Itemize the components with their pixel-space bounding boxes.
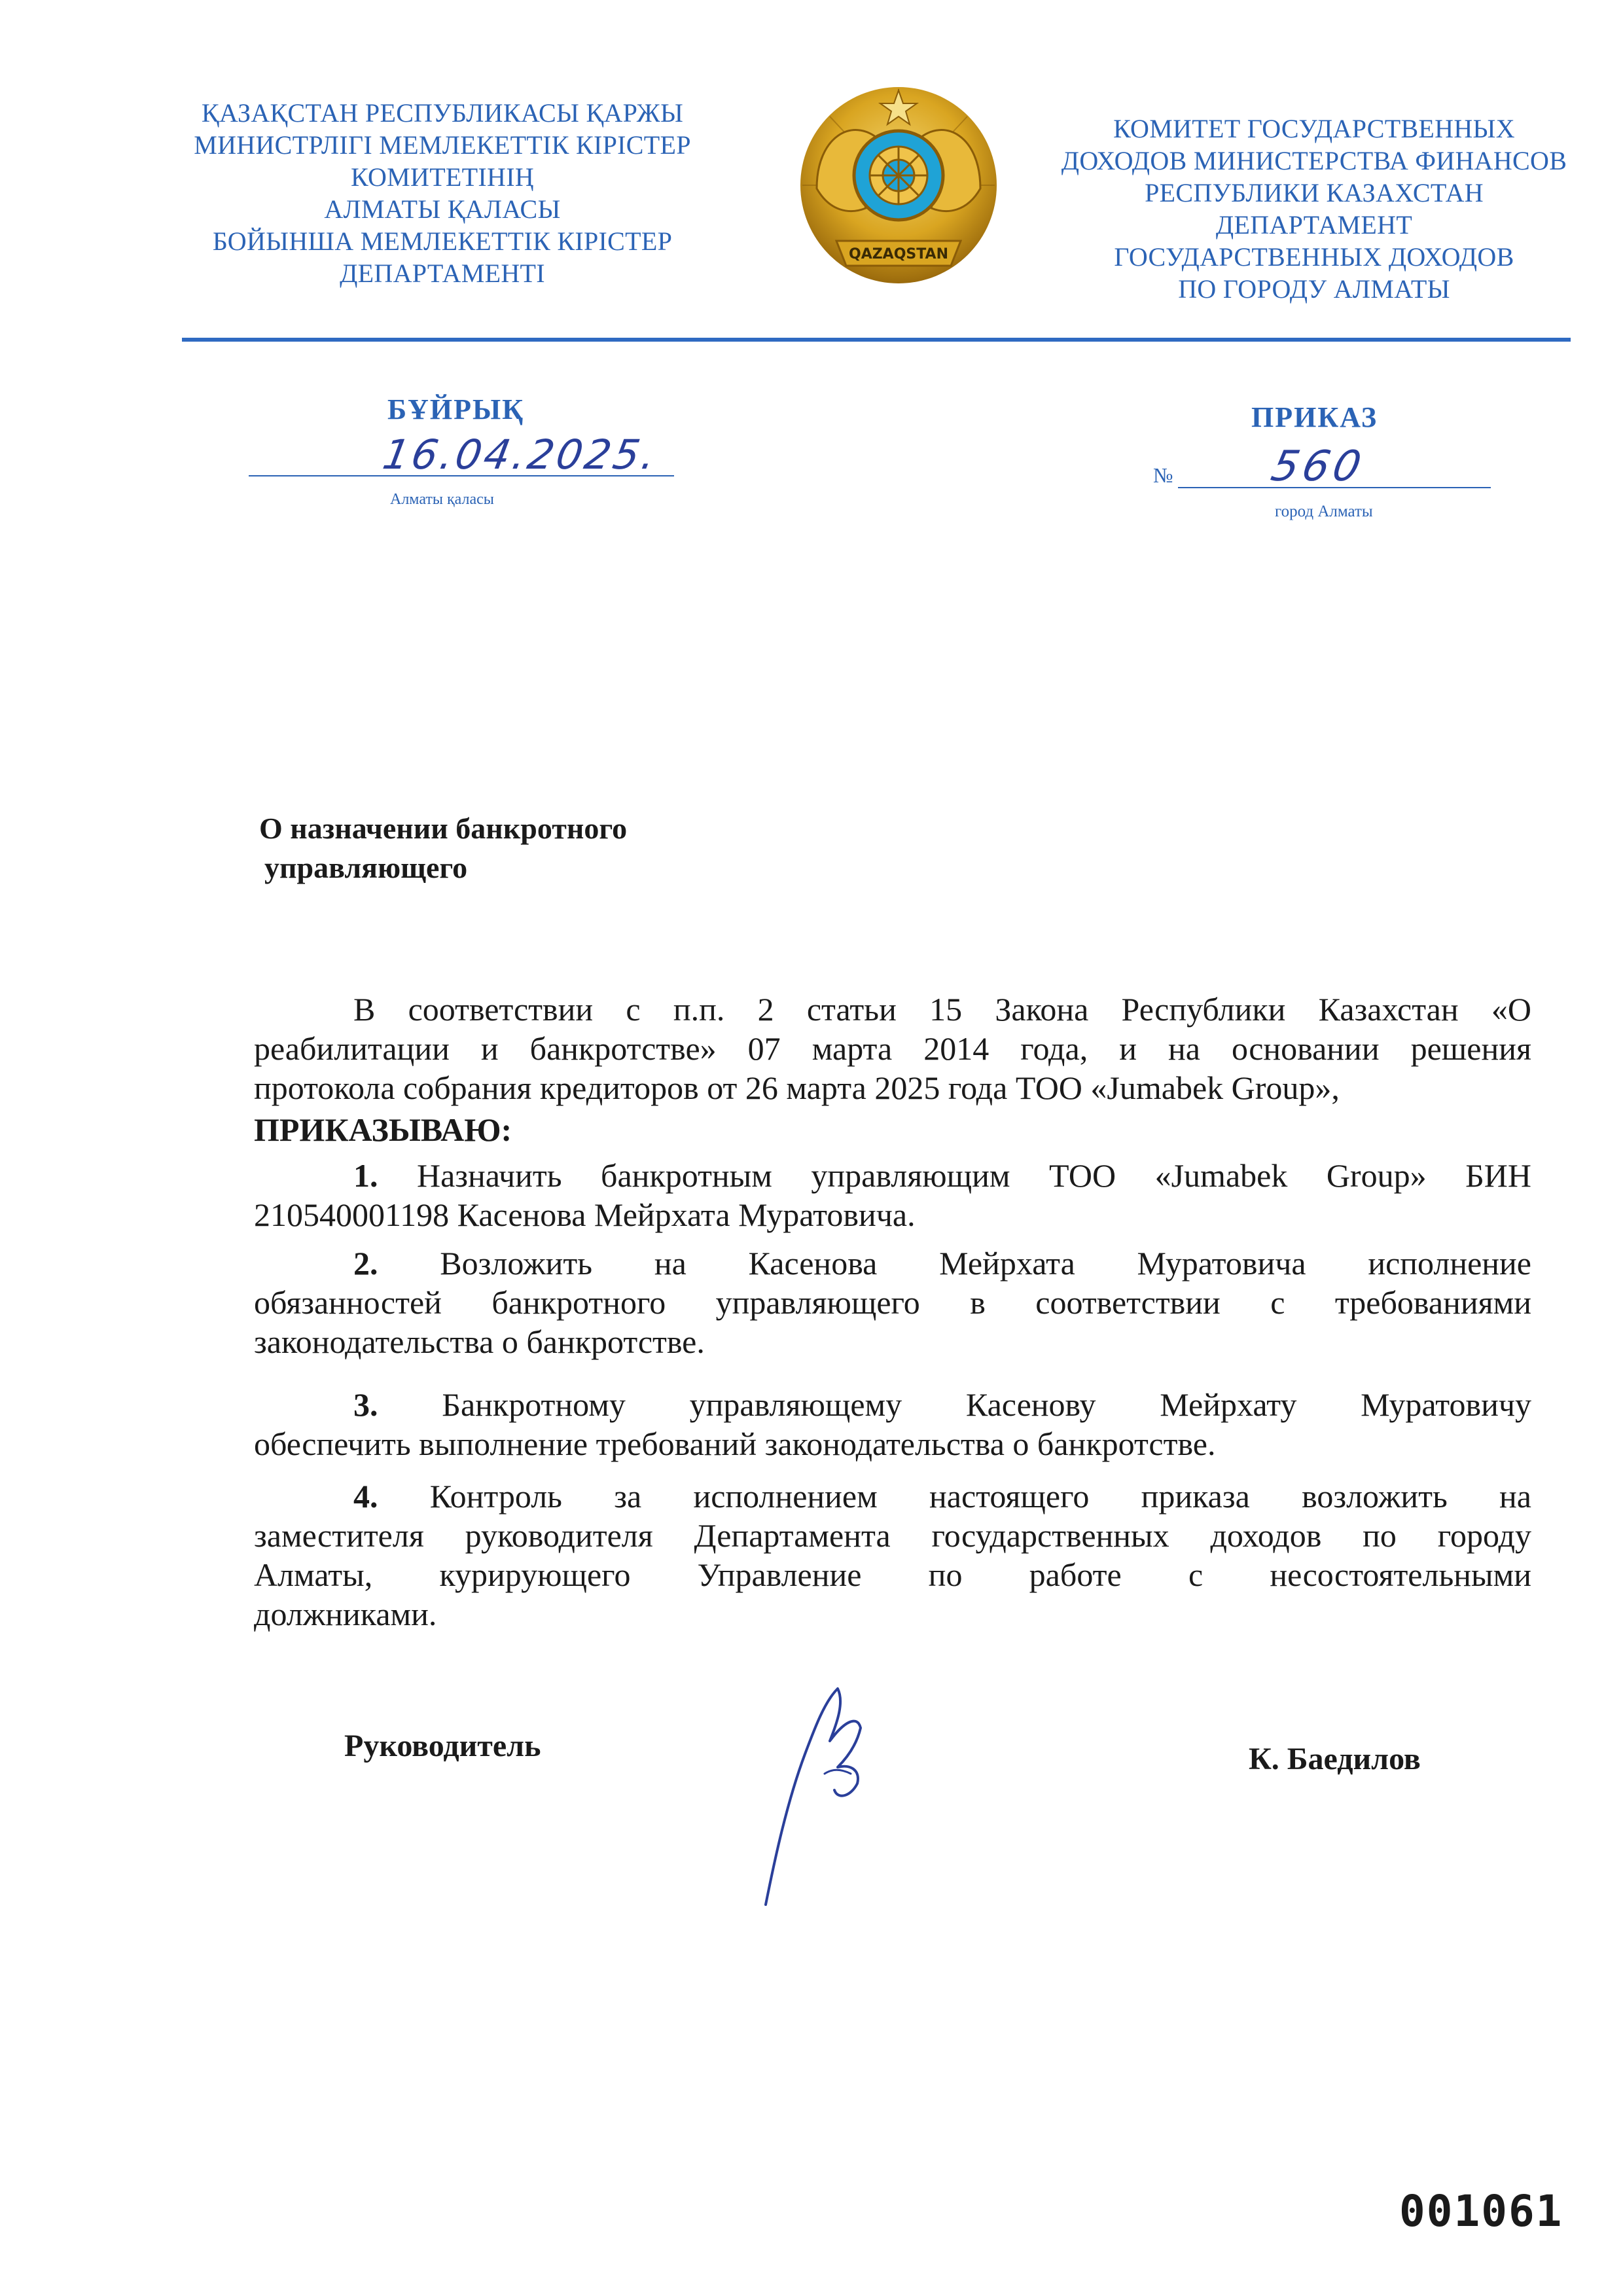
paragraph-line xyxy=(254,1156,1531,1195)
org-kz-line: АЛМАТЫ ҚАЛАСЫ xyxy=(324,194,561,224)
subject-line: управляющего xyxy=(264,851,468,884)
paragraph-line: Алматы, курирующего Управление по работе с несостоятельными xyxy=(254,1556,1531,1593)
handwritten-signature xyxy=(746,1676,903,1911)
org-kz-line: БОЙЫНША МЕМЛЕКЕТТІК КІРІСТЕР xyxy=(212,226,673,256)
intro-paragraph xyxy=(254,990,1531,1107)
org-name-kz xyxy=(154,97,730,289)
subject-line: О назначении банкротного xyxy=(259,812,628,845)
item-number: 2. xyxy=(353,1245,378,1282)
org-kz-line: ДЕПАРТАМЕНТІ xyxy=(340,259,545,288)
paragraph-line xyxy=(254,1477,1531,1516)
item-text: Возложить на Касенова Мейрхата Муратовича исполнение xyxy=(440,1245,1531,1282)
org-ru-line: ДЕПАРТАМЕНТ xyxy=(1215,210,1413,240)
paragraph-line: В соответствии с п.п. 2 статьи 15 Закона Республики Казахстан «О xyxy=(353,991,1531,1028)
doc-kind-kz: БҰЙРЫҚ xyxy=(387,393,525,425)
date-underline xyxy=(249,475,674,476)
number-sign: № xyxy=(1153,463,1173,487)
paragraph-line: протокола собрания кредиторов от 26 марта 2025 года ТОО «Jumabek Group», xyxy=(254,1069,1340,1106)
order-item xyxy=(254,1156,1531,1234)
paragraph-line: должниками. xyxy=(254,1596,437,1632)
header-divider xyxy=(182,338,1571,342)
handwritten-number: 560 xyxy=(1267,442,1370,491)
signatory-role: Руководитель xyxy=(344,1729,541,1763)
city-ru: город Алматы xyxy=(1275,503,1373,520)
order-item xyxy=(254,1244,1531,1361)
order-item xyxy=(254,1477,1531,1634)
paragraph-line: заместителя руководителя Департамента государственных доходов по городу xyxy=(254,1517,1531,1554)
org-ru-line: КОМИТЕТ ГОСУДАРСТВЕННЫХ xyxy=(1113,114,1515,143)
serial-number: 001061 xyxy=(1399,2186,1563,2236)
item-number: 1. xyxy=(353,1157,378,1194)
paragraph-line: обязанностей банкротного управляющего в соответствии с требованиями xyxy=(254,1284,1531,1321)
number-underline xyxy=(1178,487,1491,488)
item-number: 4. xyxy=(353,1478,378,1515)
order-item xyxy=(254,1385,1531,1463)
org-name-ru xyxy=(1026,113,1602,305)
emblem-text: QAZAQSTAN xyxy=(849,246,948,262)
paragraph-line: реабилитации и банкротстве» 07 марта 2014 года, и на основании решения xyxy=(254,1030,1531,1067)
paragraph-line: обеспечить выполнение требований законодательства о банкротстве. xyxy=(254,1426,1216,1462)
org-kz-line: МИНИСТРЛІГІ МЕМЛЕКЕТТІК КІРІСТЕР xyxy=(194,130,691,160)
city-kz: Алматы қаласы xyxy=(390,491,494,508)
item-text: Контроль за исполнением настоящего приказа возложить на xyxy=(429,1478,1531,1515)
signatory-name: К. Баедилов xyxy=(1249,1742,1421,1776)
org-ru-line: ГОСУДАРСТВЕННЫХ ДОХОДОВ xyxy=(1114,242,1514,272)
org-ru-line: ПО ГОРОДУ АЛМАТЫ xyxy=(1178,274,1450,304)
org-kz-line: КОМИТЕТІНІҢ xyxy=(350,162,535,192)
item-number: 3. xyxy=(353,1386,378,1423)
doc-kind-ru: ПРИКАЗ xyxy=(1251,401,1378,433)
order-word: ПРИКАЗЫВАЮ: xyxy=(254,1111,512,1148)
paragraph-line xyxy=(254,1385,1531,1424)
state-emblem-icon xyxy=(791,77,1007,293)
paragraph-line: 210540001198 Касенова Мейрхата Муратовича. xyxy=(254,1196,916,1233)
item-text: Банкротному управляющему Касенову Мейрхату Муратовичу xyxy=(442,1386,1531,1423)
order-subject xyxy=(259,809,627,888)
paragraph-line xyxy=(254,1244,1531,1283)
org-ru-line: ДОХОДОВ МИНИСТЕРСТВА ФИНАНСОВ xyxy=(1061,146,1567,175)
paragraph-line: законодательства о банкротстве. xyxy=(254,1323,705,1360)
org-kz-line: ҚАЗАҚСТАН РЕСПУБЛИКАСЫ ҚАРЖЫ xyxy=(201,98,684,128)
org-ru-line: РЕСПУБЛИКИ КАЗАХСТАН xyxy=(1145,178,1484,207)
item-text: Назначить банкротным управляющим ТОО «Jumabek Group» БИН xyxy=(417,1157,1532,1194)
handwritten-date: 16.04.2025. xyxy=(379,431,662,478)
